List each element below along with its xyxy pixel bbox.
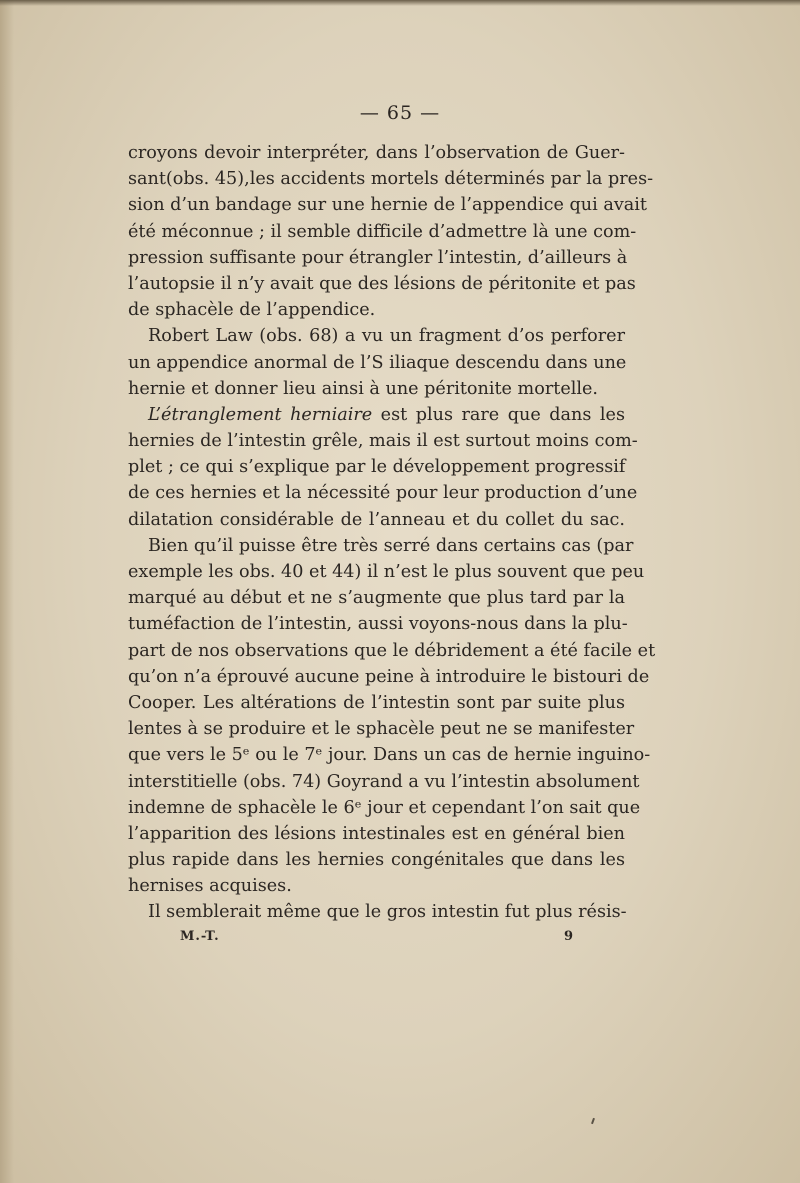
text-line: de ces hernies et la nécessité pour leur production d’une <box>128 483 638 504</box>
text-line: croyons devoir interpréter, dans l’observation de Guer- <box>128 143 625 163</box>
text-line: que vers le 5ᵉ ou le 7ᵉ jour. Dans un cas de hernie inguino- <box>128 745 651 766</box>
text-line: part de nos observations que le débridement a été facile et <box>128 640 656 661</box>
text-line: été méconnue ; il semble difficile d’admettre là une com- <box>128 221 637 242</box>
text-line: hernie et donner lieu ainsi à une péritonite mortelle. <box>128 378 598 399</box>
text-line: sant(obs. 45),les accidents mortels déterminés par la pres- <box>128 169 654 190</box>
text-line: interstitielle (obs. 74) Goyrand a vu l’intestin absolument <box>128 771 640 792</box>
text-line: sion d’un bandage sur une hernie de l’appendice qui avait <box>128 195 647 216</box>
text-line: Bien qu’il puisse être très serré dans certains cas (par <box>148 535 634 556</box>
text-line: un appendice anormal de l’S iliaque descendu dans une <box>128 352 627 373</box>
text-line: Il semblerait même que le gros intestin fut plus résis- <box>148 902 627 923</box>
text-line: Cooper. Les altérations de l’intestin sont par suite plus <box>128 692 625 713</box>
ink-speck <box>591 1118 595 1124</box>
text-line: qu’on n’a éprouvé aucune peine à introduire le bistouri de <box>128 666 650 687</box>
text-line-emphasis <box>128 402 625 428</box>
text-line: plet ; ce qui s’explique par le développement progressif <box>128 457 626 478</box>
text-line: hernises acquises. <box>128 876 292 897</box>
text-line: l’autopsie il n’y avait que des lésions de péritonite et pas <box>128 273 636 294</box>
page-folio: — 65 — <box>359 102 441 124</box>
text-line: pression suffisante pour étrangler l’intestin, d’ailleurs à <box>128 247 628 268</box>
text-line: lentes à se produire et le sphacèle peut ne se manifester <box>128 719 635 740</box>
text-line: marqué au début et ne s’augmente que plus tard par la <box>128 588 625 609</box>
text-line: tuméfaction de l’intestin, aussi voyons-nous dans la plu- <box>128 614 628 635</box>
sheet-number: 9 <box>564 929 574 944</box>
text-line: Robert Law (obs. 68) a vu un fragment d’os perforer <box>148 326 625 347</box>
text-run: est plus rare que dans les <box>372 404 625 425</box>
text-line: de sphacèle de l’appendice. <box>128 300 376 321</box>
text-line: hernies de l’intestin grêle, mais il est surtout moins com- <box>128 431 638 452</box>
text-line: plus rapide dans les hernies congénitales que dans les <box>128 850 625 871</box>
body-text <box>128 140 656 926</box>
text-line: exemple les obs. 40 et 44) il n’est le plus souvent que peu <box>128 562 645 582</box>
text-line: indemne de sphacèle le 6ᵉ jour et cependant l’on sait que <box>128 797 641 818</box>
printer-signature: M.-T. <box>180 929 220 944</box>
page-top-edge <box>0 0 800 6</box>
text-line: l’apparition des lésions intestinales est en général bien <box>128 823 625 844</box>
page-edge-shadow <box>0 0 14 1183</box>
italic-phrase: L’étranglement herniaire <box>148 404 373 425</box>
text-line: dilatation considérable de l’anneau et du collet du sac. <box>128 509 625 530</box>
